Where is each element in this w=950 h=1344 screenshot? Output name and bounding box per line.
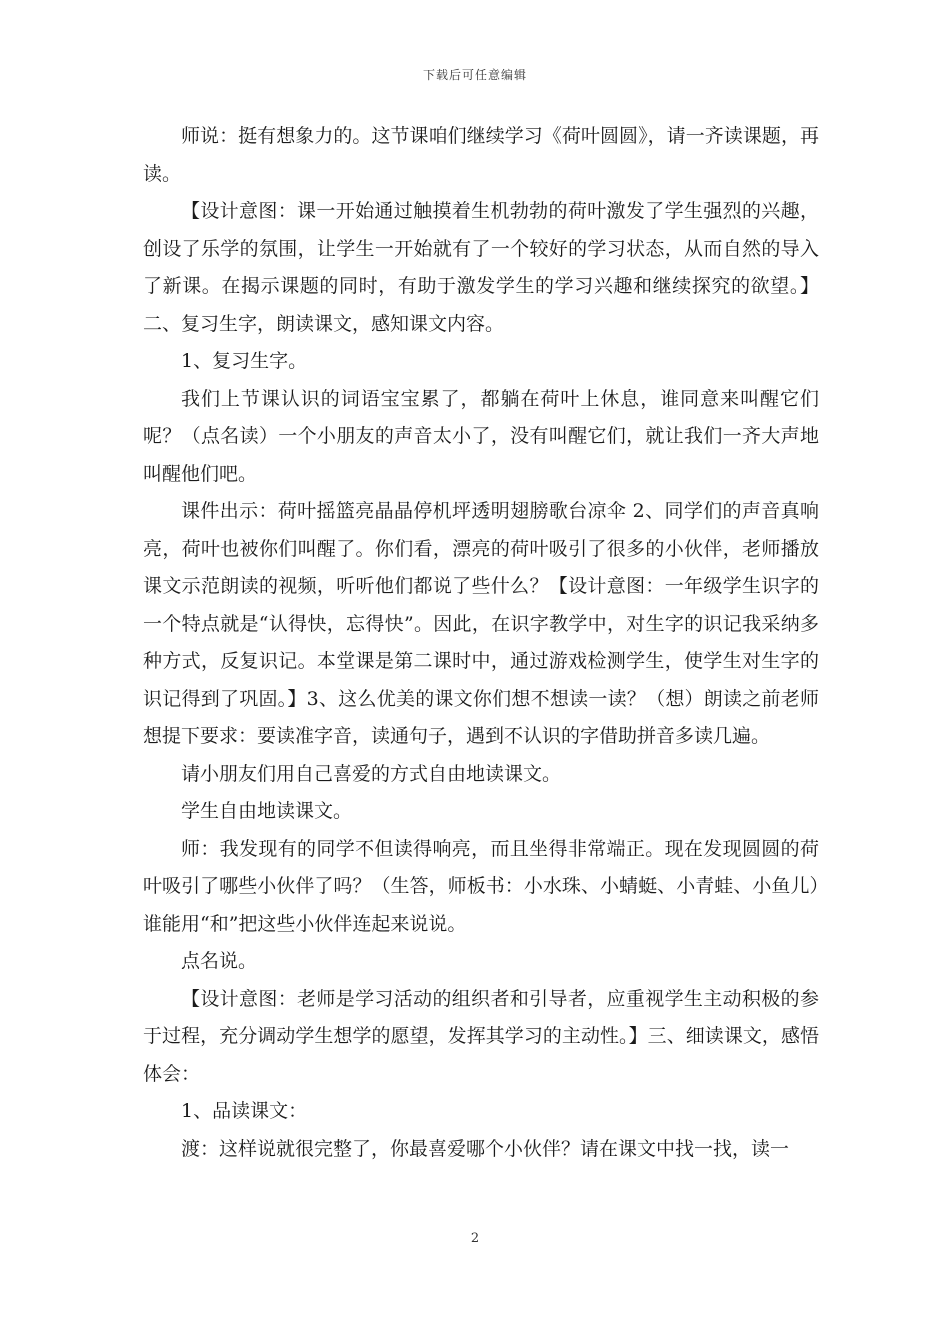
paragraph: 师：我发现有的同学不但读得响亮，而且坐得非常端正。现在发现圆圆的荷叶吸引了哪些小伙伴了吗？（生答，师板书：小水珠、小蜻蜓、小青蛙、小鱼儿）谁能用“和”把这些小伙伴连起来说说。 (143, 837, 819, 935)
page-header: 下载后可任意编辑 (422, 68, 527, 82)
paragraph: 师说：挺有想象力的。这节课咱们继续学习《荷叶圆圆》，请一齐读课题，再读。 (143, 125, 819, 185)
paragraph: 1、品读课文： (181, 1100, 308, 1122)
paragraph: 点名说。 (181, 950, 258, 972)
paragraph: 课件出示：荷叶摇篮亮晶晶停机坪透明翅膀歌台凉伞 2、同学们的声音真响亮，荷叶也被你们叫醒了。你们看，漂亮的荷叶吸引了很多的小伙伴，老师播放课文示范朗读的视频，听听他们都说了些什么？【设计意图：一年级学生识字的一个特点就是“认得快，忘得快”。因此，在识字教学中，对生字的识记我采纳多种方式，反复识记。本堂课是第二课时中，通过游戏检测学生，使学生对生字的识记得到了巩固。】3、这么优美的课文你们想不想读一读？（想）朗读之前老师想提下要求：要读准字音，读通句子，遇到不认识的字借助拼音多读几遍。 (143, 500, 819, 747)
paragraph: 1、复习生字。 (181, 350, 308, 372)
paragraph: 学生自由地读课文。 (181, 800, 353, 822)
page-number: 2 (470, 1231, 480, 1246)
paragraph: 请小朋友们用自己喜爱的方式自由地读课文。 (181, 762, 562, 785)
paragraph: 【设计意图：课一开始通过触摸着生机勃勃的荷叶激发了学生强烈的兴趣，创设了乐学的氛围，让学生一开始就有了一个较好的学习状态，从而自然的导入了新课。在揭示课题的同时，有助于激发学生的学习兴趣和继续探究的欲望。】二、复习生字，朗读课文，感知课文内容。 (143, 200, 819, 335)
paragraph: 渡：这样说就很完整了，你最喜爱哪个小伙伴？请在课文中找一找，读一 (181, 1137, 790, 1160)
paragraph: 【设计意图：老师是学习活动的组织者和引导者，应重视学生主动积极的参于过程，充分调动学生想学的愿望，发挥其学习的主动性。】三、细读课文，感悟体会： (143, 987, 819, 1085)
document-body (143, 118, 819, 1168)
paragraph: 我们上节课认识的词语宝宝累了，都躺在荷叶上休息，谁同意来叫醒它们呢？（点名读）一个小朋友的声音太小了，没有叫醒它们，就让我们一齐大声地叫醒他们吧。 (143, 387, 819, 485)
